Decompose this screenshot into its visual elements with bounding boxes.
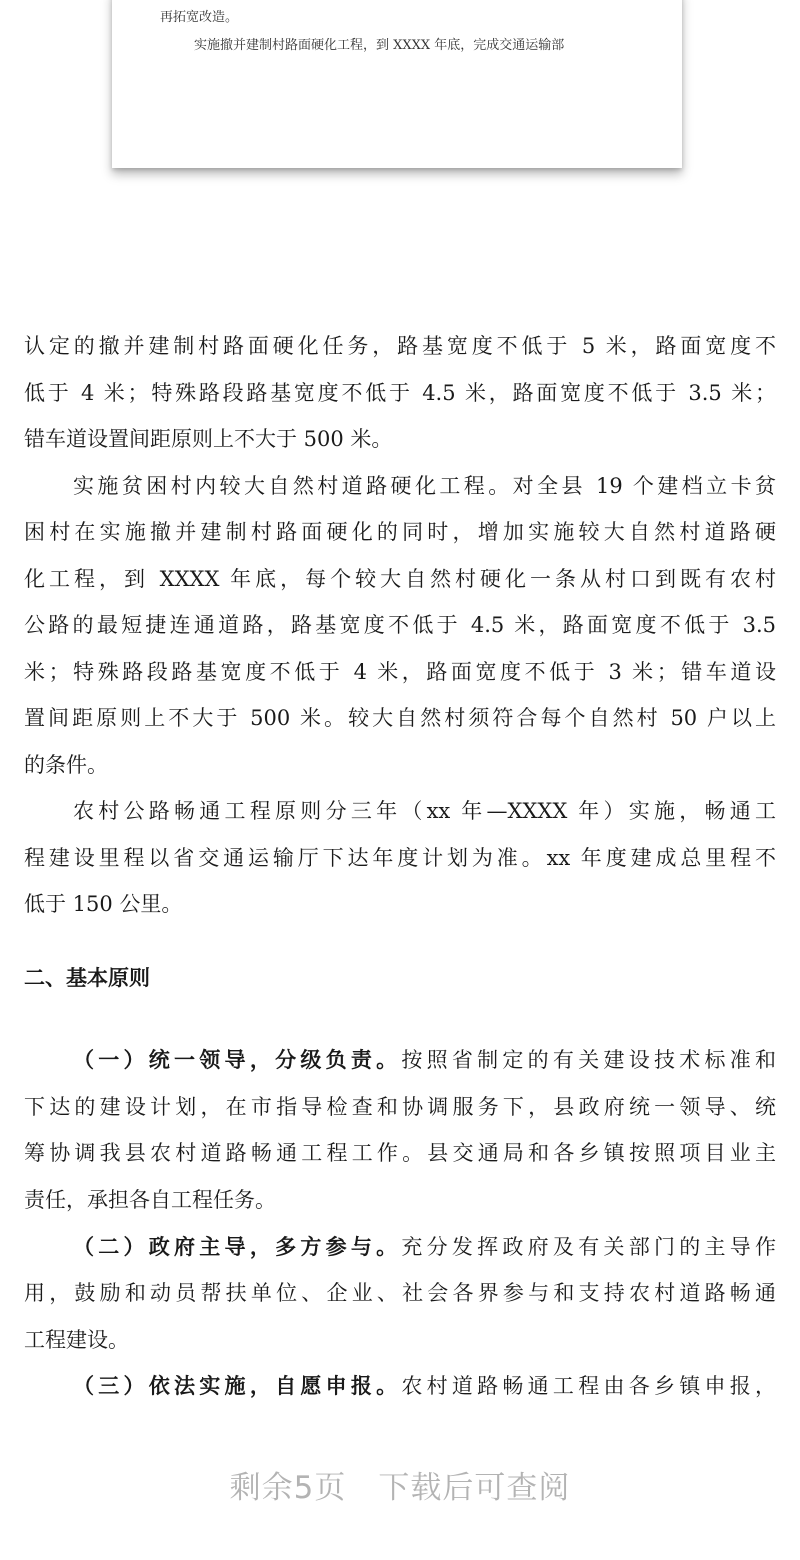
text-line: 化工程，到 XXXX 年底，每个较大自然村硬化一条从村口到既有农村 bbox=[24, 567, 776, 591]
previous-page-preview bbox=[112, 0, 682, 168]
text-line: 责任，承担各自工程任务。 bbox=[24, 1188, 276, 1212]
text-line: 认定的撤并建制村路面硬化任务，路基宽度不低于 5 米，路面宽度不 bbox=[24, 334, 776, 358]
text-line: 的条件。 bbox=[24, 753, 108, 777]
principle-text: 农村道路畅通工程由各乡镇申报， bbox=[401, 1374, 777, 1398]
text-line: 农村公路畅通工程原则分三年（xx 年—XXXX 年）实施，畅通工 bbox=[73, 799, 776, 823]
text-line: 置间距原则上不大于 500 米。较大自然村须符合每个自然村 50 户以上 bbox=[24, 706, 776, 730]
text-line: 下达的建设计划，在市指导检查和协调服务下，县政府统一领导、统 bbox=[24, 1095, 776, 1119]
principle-heading: （三）依法实施，自愿申报。 bbox=[73, 1373, 402, 1398]
section-heading: 二、基本原则 bbox=[24, 965, 150, 990]
text-line: 程建设里程以省交通运输厅下达年度计划为准。xx 年度建成总里程不 bbox=[24, 846, 776, 870]
text-line: 错车道设置间距原则上不大于 500 米。 bbox=[24, 427, 393, 451]
principle-heading: （二）政府主导，多方参与。 bbox=[73, 1234, 402, 1259]
principle-heading: （一）统一领导，分级负责。 bbox=[73, 1047, 402, 1072]
text-line: 用，鼓励和动员帮扶单位、企业、社会各界参与和支持农村道路畅通 bbox=[24, 1281, 776, 1305]
preview-line: 再拓宽改造。 bbox=[160, 10, 239, 25]
principle-line bbox=[73, 1371, 776, 1401]
principle-text: 按照省制定的有关建设技术标准和 bbox=[401, 1048, 777, 1072]
text-line: 公路的最短捷连通道路，路基宽度不低于 4.5 米，路面宽度不低于 3.5 bbox=[24, 613, 776, 637]
text-line: 米；特殊路段路基宽度不低于 4 米，路面宽度不低于 3 米；错车道设 bbox=[24, 660, 776, 684]
text-line: 低于 4 米；特殊路段路基宽度不低于 4.5 米，路面宽度不低于 3.5 米； bbox=[24, 381, 776, 405]
text-line: 筹协调我县农村道路畅通工程工作。县交通局和各乡镇按照项目业主 bbox=[24, 1141, 776, 1165]
text-line: 低于 150 公里。 bbox=[24, 892, 183, 916]
principle-text: 充分发挥政府及有关部门的主导作 bbox=[401, 1235, 777, 1259]
download-more-banner[interactable]: 剩余5页 下载后可查阅 bbox=[229, 1470, 571, 1506]
principle-line bbox=[73, 1232, 776, 1262]
text-line: 困村在实施撤并建制村路面硬化的同时，增加实施较大自然村道路硬 bbox=[24, 520, 776, 544]
text-line: 工程建设。 bbox=[24, 1328, 129, 1352]
preview-line: 实施撤并建制村路面硬化工程，到 XXXX 年底，完成交通运输部 bbox=[194, 38, 565, 53]
principle-line bbox=[73, 1045, 776, 1075]
text-line: 实施贫困村内较大自然村道路硬化工程。对全县 19 个建档立卡贫 bbox=[73, 474, 776, 498]
